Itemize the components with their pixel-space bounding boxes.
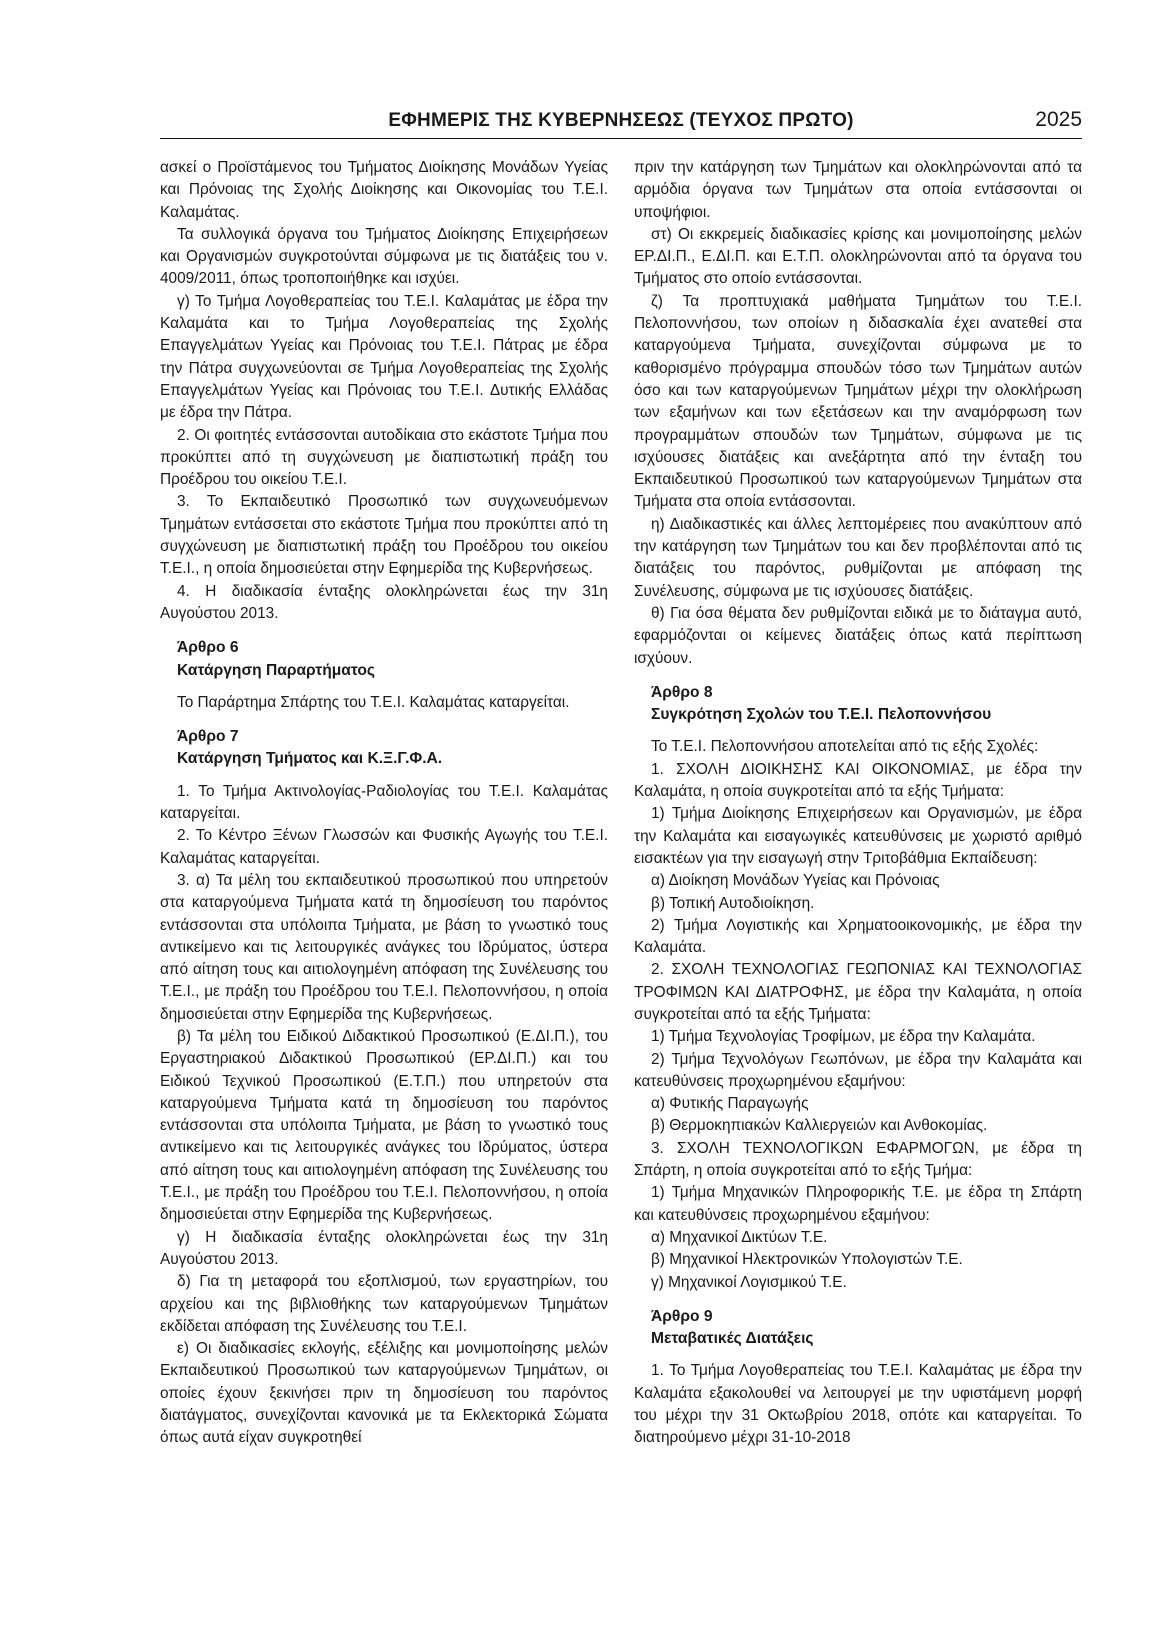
article-number: Άρθρο 6 (177, 639, 239, 657)
paragraph: β) Τοπική Αυτοδιοίκηση. (651, 894, 815, 912)
paragraph: 2) Τμήμα Λογιστικής και Χρηματοοικονομικής, με έδρα την Καλαμάτα. (634, 916, 1082, 957)
paragraph: γ) Μηχανικοί Λογισμικού Τ.Ε. (651, 1273, 847, 1291)
left-column (160, 157, 608, 1450)
paragraph: 3. Το Εκπαιδευτικό Προσωπικό των συγχωνευόμενων Τμημάτων εντάσσεται στο εκάστοτε Τμήμα που προκύπτει από τη συγχώνευση με διαπιστωτική πράξη του Προέδρου του οικείου Τ.Ε.Ι., η οποία δημοσιεύεται στην Εφημερίδα της Κυβερνήσεως. (160, 493, 608, 578)
article-title: Κατάργηση Παραρτήματος (177, 661, 376, 679)
paragraph: 1. ΣΧΟΛΗ ΔΙΟΙΚΗΣΗΣ ΚΑΙ ΟΙΚΟΝΟΜΙΑΣ, με έδρα την Καλαμάτα, η οποία συγκροτείται από τα εξής Τμήματα: (634, 760, 1082, 801)
page-header (160, 108, 1082, 139)
paragraph: θ) Για όσα θέματα δεν ρυθμίζονται ειδικά με το διάταγμα αυτό, εφαρμόζονται οι κείμενες διατάξεις όπως κατά περίπτωση ισχύουν. (634, 604, 1082, 667)
paragraph: β) Μηχανικοί Ηλεκτρονικών Υπολογιστών Τ.Ε. (651, 1251, 963, 1269)
paragraph: η) Διαδικαστικές και άλλες λεπτομέρειες που ανακύπτουν από την κατάργηση των Τμημάτων του και δεν προβλέπονται από τις διατάξεις του παρόντος, ρυθμίζονται με απόφαση της Συνέλευσης, σύμφωνα με τις ισχύουσες διατάξεις. (634, 515, 1082, 600)
paragraph: 1. Το Τμήμα Λογοθεραπείας του Τ.Ε.Ι. Καλαμάτας με έδρα την Καλαμάτα εξακολουθεί να λειτουργεί με την υφιστάμενη μορφή του μέχρι την 31 Οκτωβρίου 2018, οπότε και καταργείται. Το διατηρούμενο μέχρι 31-10-2018 (634, 1362, 1082, 1447)
article-6-heading (160, 637, 608, 682)
paragraph: 3. α) Τα μέλη του εκπαιδευτικού προσωπικού που υπηρετούν στα καταργούμενα Τμήματα κατά τη δημοσίευση του παρόντος εντάσσονται στα υπόλοιπα Τμήματα, με βάση το γνωστικό τους αντικείμενο και τις λειτουργικές ανάγκες του Ιδρύματος, ύστερα από αίτηση τους και αιτιολογημένη απόφαση της Συνέλευσης του Τ.Ε.Ι., με πράξη του Προέδρου του Τ.Ε.Ι. Πελοποννήσου, η οποία δημοσιεύεται στην Εφημερίδα της Κυβερνήσεως. (160, 871, 608, 1023)
right-column (634, 157, 1082, 1450)
article-number: Άρθρο 9 (651, 1307, 713, 1325)
article-9-heading (634, 1306, 1082, 1351)
paragraph: Το Τ.Ε.Ι. Πελοποννήσου αποτελείται από τις εξής Σχολές: (651, 738, 1039, 756)
paragraph: 2) Τμήμα Τεχνολόγων Γεωπόνων, με έδρα την Καλαμάτα και κατευθύνσεις προχωρημένου εξαμήνου: (634, 1050, 1082, 1090)
paragraph: α) Μηχανικοί Δικτύων Τ.Ε. (651, 1228, 828, 1246)
article-8-heading (634, 682, 1082, 727)
paragraph: 4. Η διαδικασία ένταξης ολοκληρώνεται έως την 31η Αυγούστου 2013. (160, 582, 608, 622)
paragraph: β) Θερμοκηπιακών Καλλιεργειών και Ανθοκομίας. (651, 1117, 988, 1135)
paragraph: 2. Το Κέντρο Ξένων Γλωσσών και Φυσικής Αγωγής του Τ.Ε.Ι. Καλαμάτας καταργείται. (160, 827, 608, 867)
paragraph: α) Διοίκηση Μονάδων Υγείας και Πρόνοιας (651, 872, 940, 890)
paragraph: 1. Το Τμήμα Ακτινολογίας-Ραδιολογίας του Τ.Ε.Ι. Καλαμάτας καταργείται. (160, 782, 608, 823)
paragraph: ασκεί ο Προϊστάμενος του Τμήματος Διοίκησης Μονάδων Υγείας και Πρόνοιας της Σχολής Διοίκησης και Οικονομίας του Τ.Ε.Ι. Καλαμάτας. (160, 159, 608, 221)
paragraph: 1) Τμήμα Τεχνολογίας Τροφίμων, με έδρα την Καλαμάτα. (651, 1028, 1036, 1046)
paragraph: α) Φυτικής Παραγωγής (651, 1095, 809, 1113)
paragraph: δ) Για τη μεταφορά του εξοπλισμού, των εργαστηρίων, του αρχείου και της βιβλιοθήκης των καταργούμενων Τμημάτων εκδίδεται απόφαση της Συνέλευσης του Τ.Ε.Ι. (160, 1273, 608, 1335)
article-title: Κατάργηση Τμήματος και Κ.Ξ.Γ.Φ.Α. (177, 750, 443, 768)
paragraph: 1) Τμήμα Διοίκησης Επιχειρήσεων και Οργανισμών, με έδρα την Καλαμάτα και εισαγωγικές κατευθύνσεις με χωριστό αριθμό εισακτέων για την εισαγωγή στην Τριτοβάθμια Εκπαίδευση: (634, 805, 1082, 867)
paragraph: ζ) Τα προπτυχιακά μαθήματα Τμημάτων του Τ.Ε.Ι. Πελοποννήσου, των οποίων η διδασκαλία έχει ανατεθεί στα καταργούμενα Τμήματα, συνεχίζονται σύμφωνα με το καθορισμένο πρόγραμμα σπουδών τόσο των Τμημάτων αυτών όσο και των καταργούμενων Τμημάτων μέχρι την ολοκλήρωση των εξαμήνων και των εξετάσεων και την αναμόρφωση των προγραμμάτων σπουδών των Τμημάτων, σύμφωνα με τις ισχύουσες διατάξεις και ανεξάρτητα από την ένταξη του Εκπαιδευτικού Προσωπικού των καταργούμενων Τμημάτων στα Τμήματα στα οποία εντάσσονται. (634, 292, 1082, 511)
paragraph: στ) Οι εκκρεμείς διαδικασίες κρίσης και μονιμοποίησης μελών ΕΡ.ΔΙ.Π., Ε.ΔΙ.Π. και Ε.Τ.Π. ολοκληρώνονται από τα όργανα του Τμήματος στο οποίο εντάσσονται. (634, 225, 1082, 288)
paragraph: Τα συλλογικά όργανα του Τμήματος Διοίκησης Επιχειρήσεων και Οργανισμών συγκροτούνται σύμφωνα με τις διατάξεις του ν. 4009/2011, όπως τροποποιήθηκε και ισχύει. (160, 225, 608, 288)
article-title: Μεταβατικές Διατάξεις (651, 1330, 814, 1348)
paragraph: 2. ΣΧΟΛΗ ΤΕΧΝΟΛΟΓΙΑΣ ΓΕΩΠΟΝΙΑΣ ΚΑΙ ΤΕΧΝΟΛΟΓΙΑΣ ΤΡΟΦΙΜΩΝ ΚΑΙ ΔΙΑΤΡΟΦΗΣ, με έδρα την Καλαμάτα, η οποία συγκροτείται από τα εξής Τμήματα: (634, 961, 1082, 1023)
paragraph: γ) Το Τμήμα Λογοθεραπείας του Τ.Ε.Ι. Καλαμάτας με έδρα την Καλαμάτα και το Τμήμα Λογοθεραπείας της Σχολής Επαγγελμάτων Υγείας και Πρόνοιας του Τ.Ε.Ι. Πάτρας με έδρα την Πάτρα συγχωνεύονται σε Τμήμα Λογοθεραπείας της Σχολής Επαγγελμάτων Υγείας και Πρόνοιας του Τ.Ε.Ι. Δυτικής Ελλάδας με έδρα την Πάτρα. (160, 292, 608, 422)
paragraph: β) Τα μέλη του Ειδικού Διδακτικού Προσωπικού (Ε.ΔΙ.Π.), του Εργαστηριακού Διδακτικού Προσωπικού (ΕΡ.ΔΙ.Π.) και του Ειδικού Τεχνικού Προσωπικού (Ε.Τ.Π.) που υπηρετούν στα καταργούμενα Τμήματα κατά τη δημοσίευση του παρόντος εντάσσονται στα υπόλοιπα Τμήματα, με βάση το γνωστικό τους αντικείμενο και τις λειτουργικές ανάγκες του Ιδρύματος, ύστερα από αίτηση τους και αιτιολογημένη απόφαση της Συνέλευσης του Τ.Ε.Ι., με πράξη του Προέδρου του Τ.Ε.Ι. Πελοποννήσου, η οποία δημοσιεύεται στην Εφημερίδα της Κυβερνήσεως. (160, 1027, 608, 1224)
paragraph: 1) Τμήμα Μηχανικών Πληροφορικής Τ.Ε. με έδρα τη Σπάρτη και κατευθύνσεις προχωρημένου εξαμήνου: (634, 1184, 1082, 1224)
paragraph: ε) Οι διαδικασίες εκλογής, εξέλιξης και μονιμοποίησης μελών Εκπαιδευτικού Προσωπικού των καταργούμενων Τμημάτων, οι οποίες έχουν ξεκινήσει πριν τη δημοσίευση του παρόντος διατάγματος, συνεχίζονται κανονικά με τα Εκλεκτορικά Σώματα όπως αυτά είχαν συγκροτηθεί (160, 1340, 608, 1447)
paragraph: 2. Οι φοιτητές εντάσσονται αυτοδίκαια στο εκάστοτε Τμήμα που προκύπτει από τη συγχώνευση με διαπιστωτική πράξη του Προέδρου του οικείου Τ.Ε.Ι. (160, 426, 608, 489)
paragraph: Το Παράρτημα Σπάρτης του Τ.Ε.Ι. Καλαμάτας καταργείται. (177, 693, 570, 711)
article-title: Συγκρότηση Σχολών του Τ.Ε.Ι. Πελοποννήσου (651, 706, 992, 724)
paragraph: πριν την κατάργηση των Τμημάτων και ολοκληρώνονται από τα αρμόδια όργανα των Τμημάτων στα οποία εντάσσονται οι υποψήφιοι. (634, 159, 1082, 221)
article-number: Άρθρο 8 (651, 683, 713, 701)
article-7-heading (160, 726, 608, 771)
article-number: Άρθρο 7 (177, 728, 239, 746)
paragraph: γ) Η διαδικασία ένταξης ολοκληρώνεται έως την 31η Αυγούστου 2013. (160, 1228, 608, 1268)
page-number: 2025 (1035, 108, 1082, 131)
paragraph: 3. ΣΧΟΛΗ ΤΕΧΝΟΛΟΓΙΚΩΝ ΕΦΑΡΜΟΓΩΝ, με έδρα τη Σπάρτη, η οποία συγκροτείται από το εξής Τμήμα: (634, 1139, 1082, 1180)
gazette-title: ΕΦΗΜΕΡΙΣ ΤΗΣ ΚΥΒΕΡΝΗΣΕΩΣ (ΤΕΥΧΟΣ ΠΡΩΤΟ) (388, 110, 854, 131)
